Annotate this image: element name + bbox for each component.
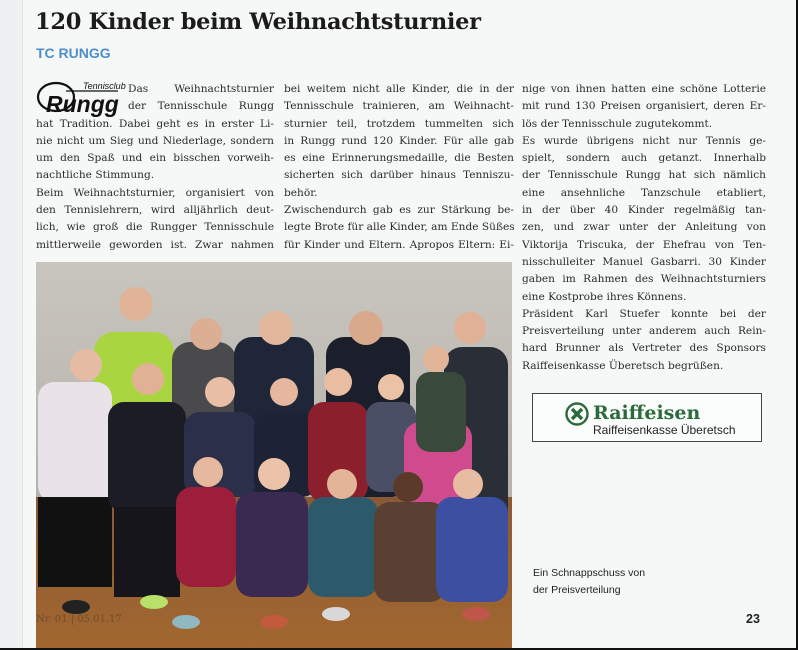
text-line: in Rungg rund 120 Kinder. Für alle gab [284, 134, 514, 147]
text-line: um den Spaß und ein bisschen vorweih- [36, 152, 274, 165]
text-line: der Tennisschule Rungg hat sich nämlich [522, 169, 766, 182]
text-line: nige von ihnen hatten eine schöne Lotterie [522, 83, 766, 95]
text-line: eine Kostprobe ihres Könnens. [522, 290, 687, 303]
text-line: für Kinder und Eltern. Apropos Eltern: Ei- [284, 238, 514, 251]
text-line: hard Brunner als Vertreter des Sponsors [522, 342, 766, 355]
text-line: Es wurde übrigens nicht nur Tennis ge- [522, 134, 766, 147]
text-line: nie nicht um Sieg und Niederlage, sondern [36, 134, 274, 147]
text-line: Beim Weihnachtsturnier, organisiert von [36, 186, 274, 199]
text-line: Viktorija Triscuka, der Ehefrau von Ten- [522, 238, 766, 251]
logo-text-tennisclub: Tennisclub [83, 81, 126, 91]
sponsor-ad [532, 393, 762, 442]
article-title: 120 Kinder beim Weihnachtsturnier [35, 9, 481, 35]
text-line: Zwischendurch gab es zur Stärkung be- [284, 204, 514, 217]
text-line: der Tennisschule Rungg [128, 100, 274, 113]
photo-caption [533, 565, 645, 599]
text-line: behör. [284, 186, 318, 199]
logo-text-rungg: Rungg [46, 91, 119, 117]
raiffeisen-cross-icon [565, 402, 589, 426]
article-subtitle: TC RUNGG [36, 45, 111, 61]
text-line: es eine Erinnerungsmedaille, die Besten [284, 152, 514, 165]
caption-line: der Preisverteilung [533, 584, 621, 596]
text-line: mit rund 130 Preisen organisiert, deren Er- [522, 100, 766, 113]
caption-line: Ein Schnappschuss von [533, 567, 646, 579]
sponsor-name: Raiffeisenkasse Überetsch [593, 423, 736, 437]
text-line: sicherten sich darüber hinaus Tenniszu- [284, 169, 514, 182]
text-line: zen, und zwar unter der Anleitung von [522, 221, 766, 234]
issue-info: Nr. 01 | 05.01.17 [36, 614, 122, 625]
group-photo [36, 262, 512, 648]
page-number: 23 [746, 612, 760, 626]
text-line: Präsident Karl Stuefer konnte bei der [522, 307, 766, 320]
text-line: Tennisschule trainieren, am Weihnacht- [284, 100, 514, 113]
text-line: Preisverteilung unter anderem auch Rein- [522, 325, 766, 338]
text-line: gaben im Rahmen des Weihnachtsturniers [522, 273, 766, 286]
text-line: bei weitem nicht alle Kinder, die in der [284, 83, 514, 95]
page-gutter [0, 0, 23, 648]
text-line: nisschulleiter Manuel Gasbarri. 30 Kinder [522, 255, 766, 268]
article-column-3 [522, 81, 766, 375]
text-line: den Tennislehrern, wird alljährlich deut- [36, 204, 274, 217]
text-line: lös der Tennisschule zugutekommt. [522, 117, 713, 130]
text-line: legte Brote für alle Kinder, am Ende Süßes [284, 221, 515, 234]
text-line: spielt, sondern auch getanzt. Innerhalb [522, 152, 766, 165]
article-column-2 [284, 81, 514, 254]
text-line: in der über 40 Kinder regelmäßig tan- [522, 204, 766, 217]
text-line: lich, wie groß die Rungger Tennisschule [36, 221, 274, 234]
text-line: Das Weihnachtsturnier [128, 83, 274, 95]
text-line: sturnier teil, trotzdem tummelten sich [284, 117, 514, 130]
text-line: mittlerweile geworden ist. Zwar nahmen [36, 238, 274, 251]
article-column-1 [36, 81, 274, 254]
text-line: Raiffeisenkasse Überetsch begrüßen. [522, 359, 724, 372]
text-line: eine ansehnliche Tanzschule etabliert, [522, 186, 766, 199]
text-line: hat Tradition. Dabei geht es in erster Li- [36, 117, 274, 130]
text-line: nachtliche Stimmung. [36, 169, 155, 182]
sponsor-brand: Raiffeisen [593, 402, 701, 424]
